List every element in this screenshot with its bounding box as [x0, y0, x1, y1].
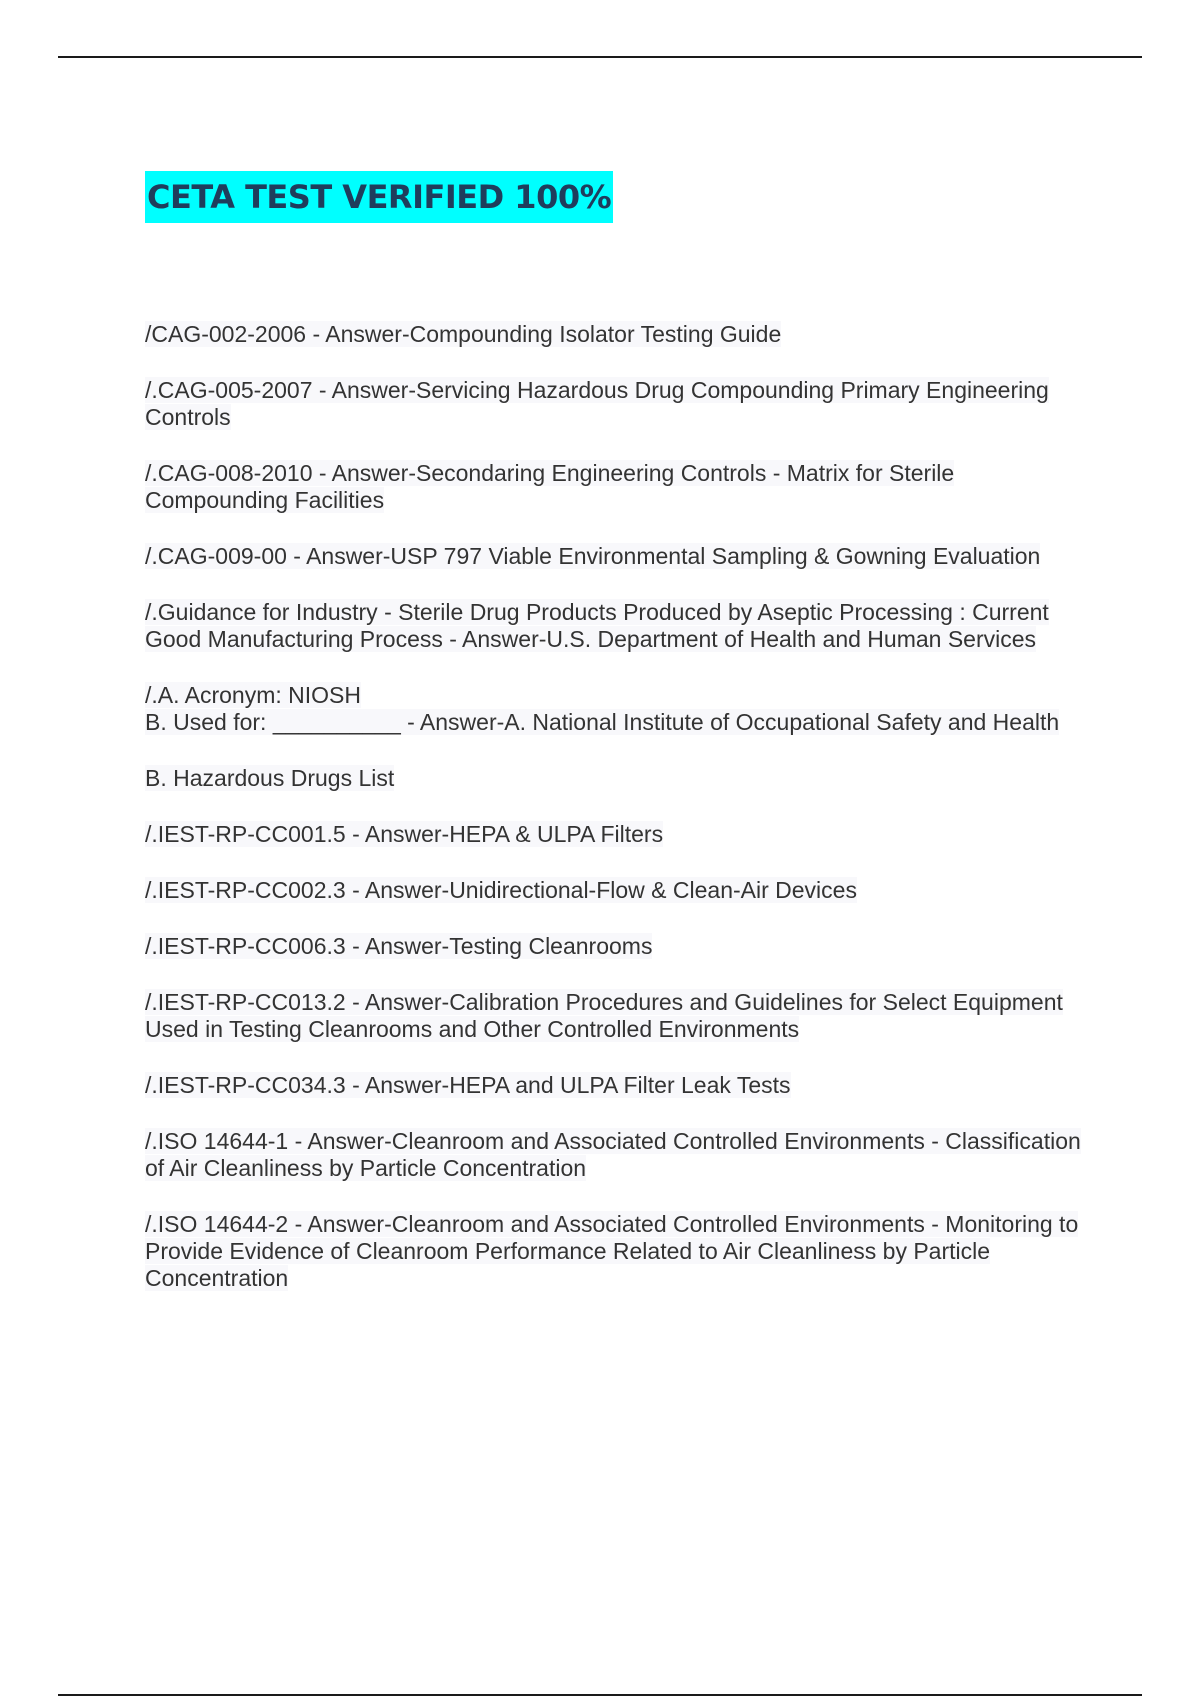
entry-text: /.IEST-RP-CC006.3 - Answer-Testing Cleanrooms [145, 933, 653, 959]
entry-hazardous-drugs-list [145, 765, 394, 792]
entry-text: /.IEST-RP-CC034.3 - Answer-HEPA and ULPA Filter Leak Tests [145, 1072, 791, 1098]
entry-text: /.IEST-RP-CC001.5 - Answer-HEPA & ULPA Filters [145, 821, 664, 847]
entry-iest-cc006 [145, 933, 652, 960]
footer-rule [58, 1694, 1142, 1696]
entry-cag-009 [145, 543, 1040, 570]
entry-text: /.ISO 14644-2 - Answer-Cleanroom and Associated Controlled Environments - Monitoring to Provide Evidence of Cleanroom Performance Related to Air Cleanliness by Particle Concentration [145, 1211, 1079, 1291]
entry-text: /.ISO 14644-1 - Answer-Cleanroom and Associated Controlled Environments - Classification of Air Cleanliness by Particle Concentration [145, 1128, 1081, 1181]
entry-niosh [145, 682, 1059, 736]
entry-text: B. Used for: __________ - Answer-A. National Institute of Occupational Safety and Health [145, 709, 1060, 735]
document-body [145, 321, 1085, 1321]
entry-text: /.CAG-009-00 - Answer-USP 797 Viable Environmental Sampling & Gowning Evaluation [145, 543, 1041, 569]
entry-iest-cc013 [145, 989, 1085, 1043]
header-rule [58, 56, 1142, 58]
entry-cag-008 [145, 460, 1085, 514]
entry-iest-cc001 [145, 821, 663, 848]
entry-cag-005 [145, 377, 1085, 431]
entry-text: /.CAG-008-2010 - Answer-Secondaring Engineering Controls - Matrix for Sterile Compounding Facilities [145, 460, 955, 513]
entry-text: /.IEST-RP-CC013.2 - Answer-Calibration Procedures and Guidelines for Select Equipment Used in Testing Cleanrooms and Other Controlled Environments [145, 989, 1063, 1042]
entry-text: /.A. Acronym: NIOSH [145, 682, 361, 708]
entry-iso-14644-1 [145, 1128, 1085, 1182]
entry-iest-cc002 [145, 877, 857, 904]
entry-guidance-for-industry [145, 599, 1085, 653]
entry-iso-14644-2 [145, 1211, 1085, 1292]
entry-text: /.IEST-RP-CC002.3 - Answer-Unidirectional-Flow & Clean-Air Devices [145, 877, 857, 903]
entry-text: /.CAG-005-2007 - Answer-Servicing Hazardous Drug Compounding Primary Engineering Controls [145, 377, 1049, 430]
entry-text: /.Guidance for Industry - Sterile Drug Products Produced by Aseptic Processing : Current Good Manufacturing Process - Answer-U.S. Department of Health and Human Services [145, 599, 1049, 652]
entry-cag-002 [145, 321, 781, 348]
title-block [145, 171, 613, 223]
entry-iest-cc034 [145, 1072, 791, 1099]
document-title: CETA TEST VERIFIED 100% [145, 171, 613, 223]
entry-text: B. Hazardous Drugs List [145, 765, 395, 791]
entry-text: /CAG-002-2006 - Answer-Compounding Isolator Testing Guide [145, 321, 782, 347]
